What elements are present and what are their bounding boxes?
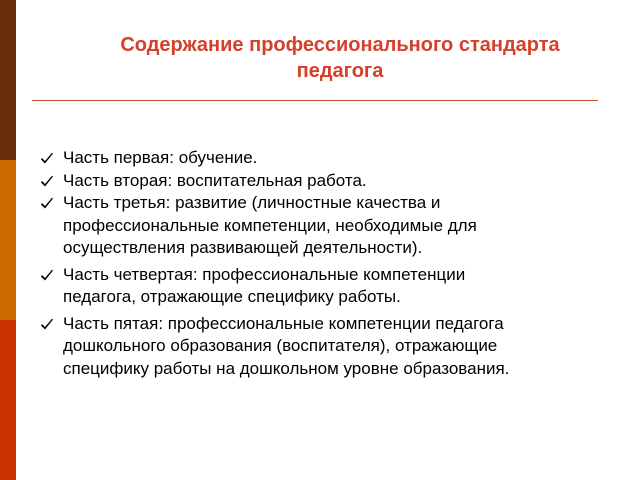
checkmark-icon: [40, 269, 54, 282]
title-divider: [32, 100, 598, 101]
checkmark-icon: [40, 197, 54, 210]
checkmark-icon: [40, 152, 54, 165]
side-bar-segment-middle: [0, 160, 16, 320]
list-item: [40, 313, 630, 381]
list-item-line: специфику работы на дошкольном уровне образования.: [63, 358, 510, 378]
list-item-line: Часть пятая: профессиональные компетенции педагога: [63, 313, 504, 333]
list-item-line: педагога, отражающие специфику работы.: [63, 287, 401, 306]
list-item-line: Часть третья: развитие (личностные качества и: [63, 193, 441, 212]
side-bar-segment-top: [0, 0, 16, 160]
bullet-list: [40, 147, 630, 384]
list-item-line: дошкольного образования (воспитателя), отражающие: [63, 336, 498, 355]
list-item: [40, 192, 630, 260]
checkmark-icon: [40, 175, 54, 188]
list-item-line: Часть вторая: воспитательная работа.: [63, 170, 367, 190]
slide-title: [40, 32, 640, 84]
list-item: [40, 170, 630, 193]
list-item-line: осуществления развивающей деятельности).: [63, 238, 423, 257]
list-item-line: Часть четвертая: профессиональные компетенции: [63, 264, 466, 284]
side-bar-segment-bottom: [0, 320, 16, 480]
side-accent-bar: [0, 0, 16, 480]
list-item-line: профессиональные компетенции, необходимые для: [63, 215, 477, 235]
list-item: [40, 264, 630, 309]
list-item: [40, 147, 630, 170]
list-item-line: Часть первая: обучение.: [63, 148, 258, 167]
slide-title-line-1: Содержание профессионального стандарта: [120, 34, 560, 56]
checkmark-icon: [40, 318, 54, 331]
slide-title-line-2: педагога: [296, 60, 384, 82]
